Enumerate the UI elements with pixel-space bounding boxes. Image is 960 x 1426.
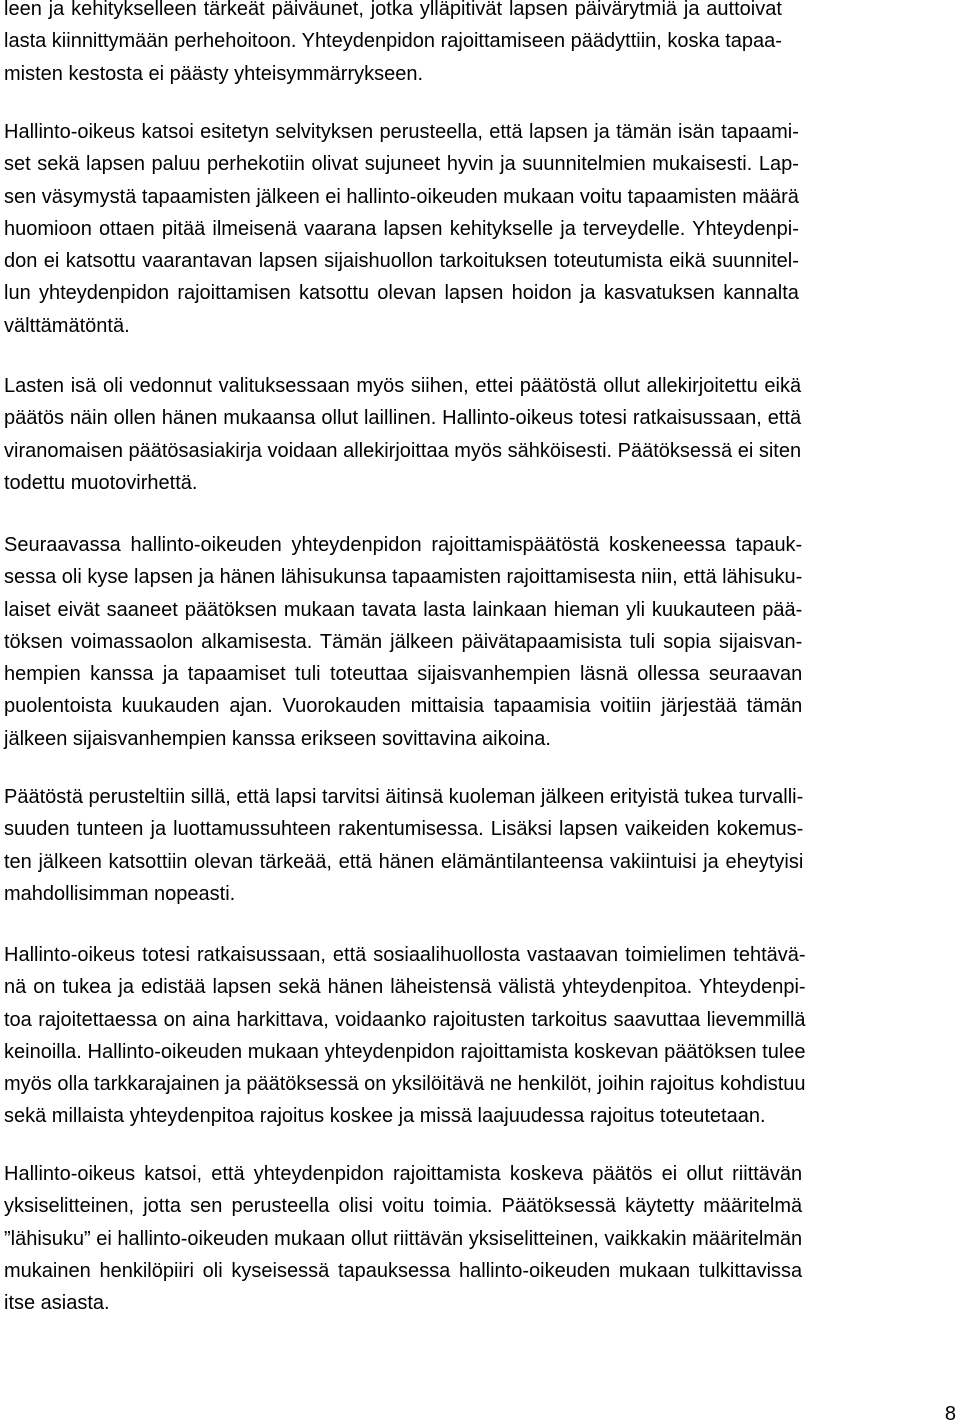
text-line: lasta kiinnittymään perhehoitoon. Yhteydenpidon rajoittamiseen päädyttiin, koska tapaa- (4, 30, 782, 53)
text-line: todettu muotovirhettä. (4, 471, 198, 494)
text-line: Hallinto-oikeus totesi ratkaisussaan, että sosiaalihuollosta vastaavan toimielimen tehtävä- (4, 944, 806, 966)
text-line: leen ja kehitykselleen tärkeät päiväunet, jotka ylläpitivät lapsen päivärytmiä ja auttoivat (4, 0, 782, 20)
paragraph-6 (4, 939, 806, 1133)
text-line: Hallinto-oikeus katsoi, että yhteydenpidon rajoittamista koskeva päätös ei ollut riittävän (4, 1163, 803, 1185)
text-line: puolentoista kuukauden ajan. Vuorokauden mittaisia tapaamisia voitiin järjestää tämän (4, 695, 803, 718)
text-line: mukainen henkilöpiiri oli kyseisessä tapauksessa hallinto-oikeuden mukaan tulkittavissa (4, 1259, 803, 1282)
text-line: Lasten isä oli vedonnut valituksessaan myös siihen, ettei päätöstä ollut allekirjoitettu eikä (4, 375, 802, 397)
text-line: sekä millaista yhteydenpitoa rajoitus koskee ja missä laajuudessa rajoitus toteutetaan. (4, 1105, 766, 1128)
text-line: Päätöstä perusteltiin sillä, että lapsi tarvitsi äitinsä kuoleman jälkeen erityistä tukea turvalli- (4, 786, 804, 808)
paragraph-4 (4, 529, 802, 755)
text-line: mahdollisimman nopeasti. (4, 882, 236, 905)
text-line: sessa oli kyse lapsen ja hänen lähisukunsa tapaamisten rajoittamisesta niin, että lähisuku- (4, 566, 803, 589)
text-line: toa rajoitettaessa on aina harkittava, voidaanko rajoitusten tarkoitus saavuttaa lievemmillä (4, 1008, 806, 1031)
paragraph-2 (4, 116, 799, 342)
text-line: päätös näin ollen hänen mukaansa ollut laillinen. Hallinto-oikeus totesi ratkaisussaan, että (4, 407, 802, 430)
text-line: keinoilla. Hallinto-oikeuden mukaan yhteydenpidon rajoittamista koskevan päätöksen tulee (4, 1040, 806, 1063)
text-line: ten jälkeen katsottiin olevan tärkeää, että hänen elämäntilanteensa vakiintuisi ja eheytyisi (4, 850, 804, 873)
text-line: hempien kanssa ja tapaamiset tuli toteuttaa sijaisvanhempien läsnä ollessa seuraavan (4, 663, 803, 686)
text-line: jälkeen sijaisvanhempien kanssa erikseen sovittavina aikoina. (4, 727, 551, 750)
paragraph-1 (4, 0, 782, 90)
text-line: töksen voimassaolon alkamisesta. Tämän jälkeen päivätapaamisista tuli sopia sijaisvan- (4, 630, 803, 653)
text-line: set sekä lapsen paluu perhekotiin olivat sujuneet hyvin ja suunnitelmien mukaisesti. Lap- (4, 153, 799, 176)
text-line: lun yhteydenpidon rajoittamisen katsottu olevan lapsen hoidon ja kasvatuksen kannalta (4, 282, 799, 305)
text-line: myös olla tarkkarajainen ja päätöksessä on yksilöitävä ne henkilöt, joihin rajoitus kohdistuu (4, 1073, 806, 1096)
text-line: viranomaisen päätösasiakirja voidaan allekirjoittaa myös sähköisesti. Päätöksessä ei siten (4, 439, 802, 462)
text-line: Seuraavassa hallinto-oikeuden yhteydenpidon rajoittamispäätöstä koskeneessa tapauk- (4, 534, 803, 556)
paragraph-7 (4, 1158, 802, 1319)
text-line: yksiselitteinen, jotta sen perusteella olisi voitu toimia. Päätöksessä käytetty määritelmä (4, 1195, 803, 1218)
paragraph-3 (4, 370, 801, 499)
text-line: välttämätöntä. (4, 314, 130, 337)
text-line: Hallinto-oikeus katsoi esitetyn selvityksen perusteella, että lapsen ja tämän isän tapaami- (4, 121, 799, 143)
text-line: suuden tunteen ja luottamussuhteen rakentumisessa. Lisäksi lapsen vaikeiden kokemus- (4, 818, 804, 841)
text-line: don ei katsottu vaarantavan lapsen sijaishuollon tarkoituksen toteutumista eikä suunnitel- (4, 250, 799, 273)
page-number: 8 (944, 1403, 956, 1425)
text-line: laiset eivät saaneet päätöksen mukaan tavata lasta lainkaan hieman yli kuukauteen pää- (4, 598, 803, 621)
text-line: misten kestosta ei päästy yhteisymmärrykseen. (4, 62, 424, 85)
text-line: ”lähisuku” ei hallinto-oikeuden mukaan ollut riittävän yksiselitteinen, vaikkakin määritelmän (4, 1227, 803, 1250)
text-line: sen väsymystä tapaamisten jälkeen ei hallinto-oikeuden mukaan voitu tapaamisten määrä (4, 185, 799, 208)
text-line: nä on tukea ja edistää lapsen sekä hänen läheistensä välistä yhteydenpitoa. Yhteydenpi- (4, 976, 806, 999)
text-line: huomioon ottaen pitää ilmeisenä vaarana lapsen kehitykselle ja terveydelle. Yhteydenpi- (4, 217, 799, 240)
text-line: itse asiasta. (4, 1292, 110, 1315)
paragraph-5 (4, 781, 803, 910)
